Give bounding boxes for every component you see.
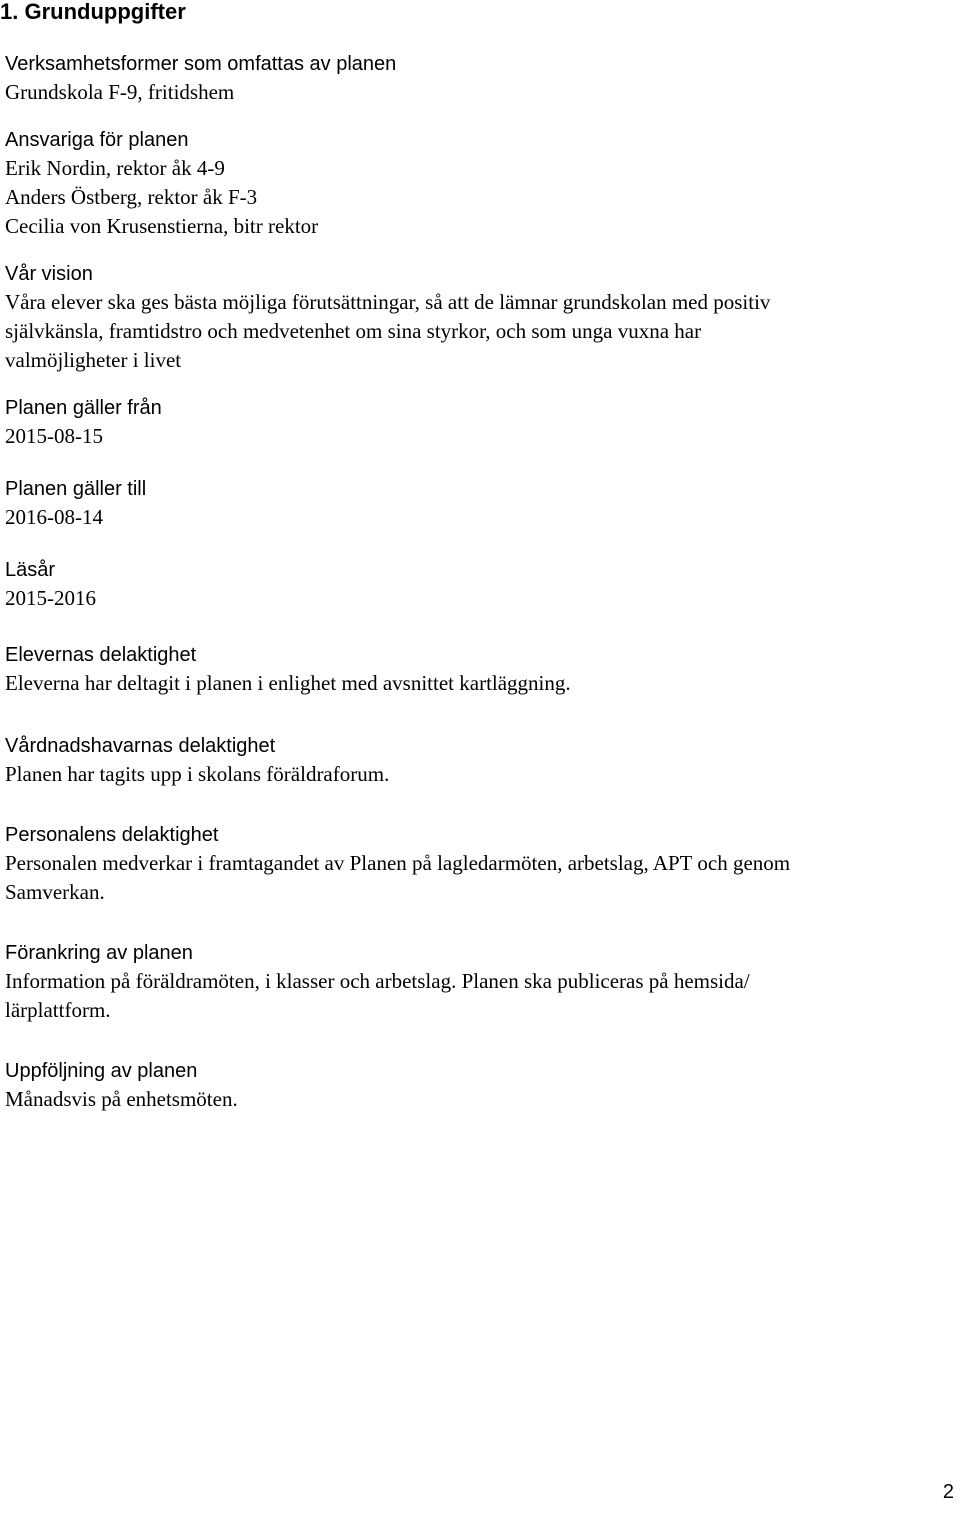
page-title: 1. Grunduppgifter [0, 0, 186, 24]
section-heading: Vårdnadshavarnas delaktighet [5, 735, 276, 757]
section-text: Månadsvis på enhetsmöten. [5, 1087, 238, 1111]
page-number: 2 [942, 1481, 954, 1503]
section-text: 2015-08-15 [5, 424, 103, 448]
section-heading: Planen gäller till [5, 478, 147, 500]
section-text: Grundskola F-9, fritidshem [5, 80, 235, 104]
section-personalens-delaktighet [5, 821, 945, 907]
section-text: Anders Östberg, rektor åk F-3 [5, 185, 258, 209]
section-text: Erik Nordin, rektor åk 4-9 [5, 156, 225, 180]
section-text: Information på föräldramöten, i klasser och arbetslag. Planen ska publiceras på hemsida/ [5, 969, 750, 993]
section-text: valmöjligheter i livet [5, 348, 182, 372]
section-heading: Läsår [5, 559, 56, 581]
section-text: 2015-2016 [5, 586, 96, 610]
section-planen-galler-fran [5, 394, 945, 451]
section-heading: Förankring av planen [5, 942, 193, 964]
section-heading: Planen gäller från [5, 397, 162, 419]
section-heading: Verksamhetsformer som omfattas av planen [5, 53, 397, 75]
section-ansvariga [5, 126, 945, 241]
section-var-vision [5, 260, 945, 375]
section-elevernas-delaktighet [5, 641, 945, 698]
section-lasar [5, 556, 945, 613]
section-text: Våra elever ska ges bästa möjliga förutsättningar, så att de lämnar grundskolan med positiv [5, 290, 771, 314]
section-text: Samverkan. [5, 880, 105, 904]
section-text: Planen har tagits upp i skolans föräldraforum. [5, 762, 390, 786]
section-verksamhetsformer [5, 50, 945, 107]
section-heading: Elevernas delaktighet [5, 644, 197, 666]
section-text: lärplattform. [5, 998, 111, 1022]
section-text: Eleverna har deltagit i planen i enlighet med avsnittet kartläggning. [5, 671, 571, 695]
section-text: självkänsla, framtidstro och medvetenhet om sina styrkor, och som unga vuxna har [5, 319, 702, 343]
section-forankring [5, 939, 945, 1025]
section-heading: Personalens delaktighet [5, 824, 219, 846]
section-text: 2016-08-14 [5, 505, 103, 529]
section-heading: Vår vision [5, 263, 93, 285]
section-text: Cecilia von Krusenstierna, bitr rektor [5, 214, 319, 238]
section-planen-galler-till [5, 475, 945, 532]
section-uppfoljning [5, 1057, 945, 1114]
section-heading: Ansvariga för planen [5, 129, 189, 151]
section-text: Personalen medverkar i framtagandet av Planen på lagledarmöten, arbetslag, APT och genom [5, 851, 791, 875]
section-vardnadshavarnas-delaktighet [5, 732, 945, 789]
section-heading: Uppföljning av planen [5, 1060, 198, 1082]
